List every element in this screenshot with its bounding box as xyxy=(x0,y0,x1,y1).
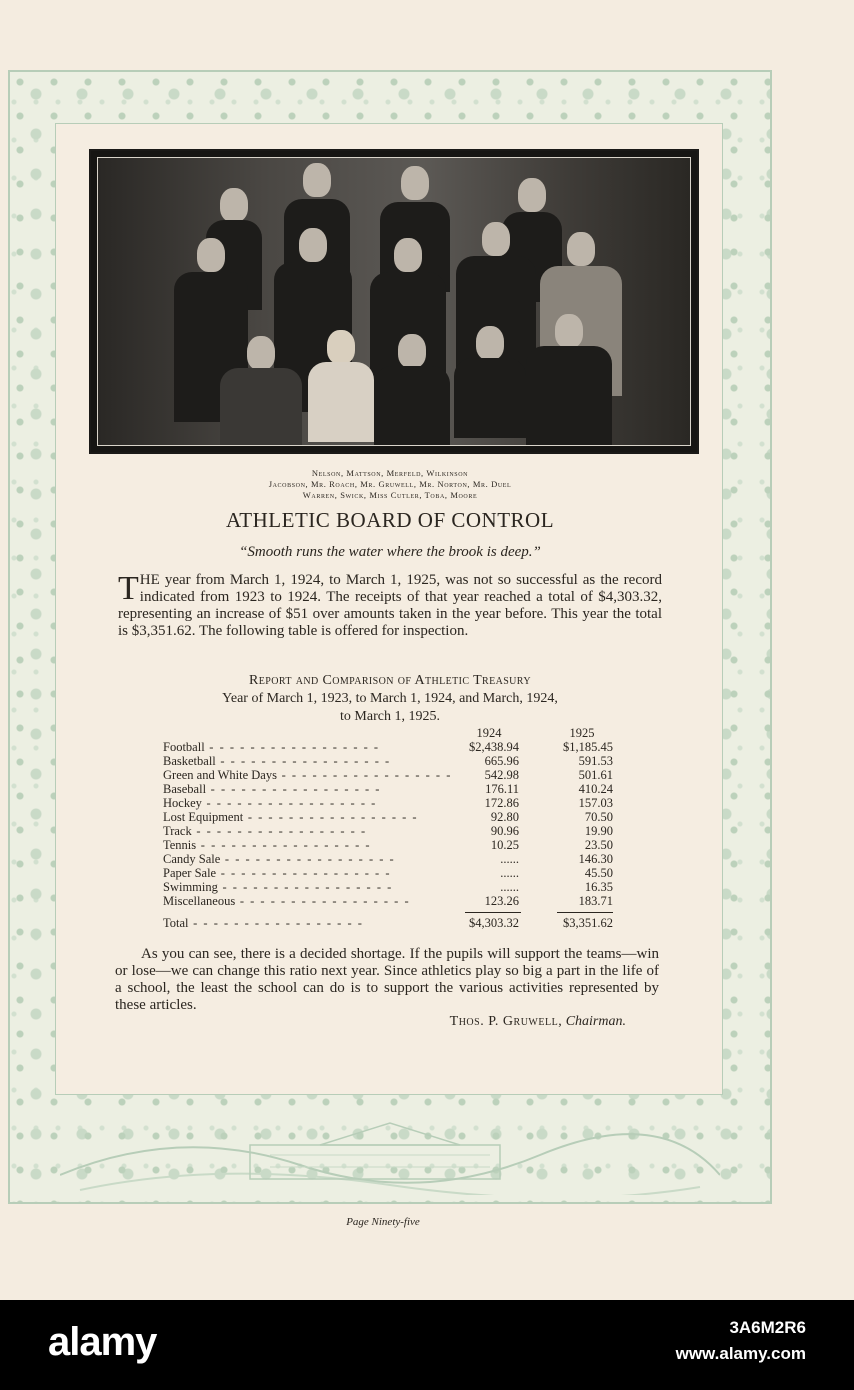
stock-logo: alamy xyxy=(48,1320,157,1364)
value-1924: 665.96 xyxy=(484,754,519,768)
row-label: Paper Sale - - xyxy=(163,866,453,880)
value-1924: 123.26 xyxy=(484,894,519,908)
value-1925: 23.50 xyxy=(584,838,613,852)
signer-title: Chairman. xyxy=(565,1014,626,1029)
stock-watermark-bar xyxy=(0,1300,854,1390)
table-row xyxy=(163,740,623,754)
value-1925: $1,185.45 xyxy=(563,740,613,754)
person-figure xyxy=(308,330,374,440)
value-1924: ...... xyxy=(500,852,519,866)
treasury-table xyxy=(163,726,623,930)
report-title-line: to March 1, 1925. xyxy=(340,709,440,724)
total-row xyxy=(163,916,623,930)
row-label: Swimming - - xyxy=(163,880,453,894)
signer-name: Thos. P. Gruwell, xyxy=(449,1014,563,1029)
row-label: Lost Equipment - - xyxy=(163,810,453,824)
stock-url: www.alamy.com xyxy=(675,1344,806,1363)
row-label: Track - - xyxy=(163,824,453,838)
table-row xyxy=(163,810,623,824)
value-1924: 172.86 xyxy=(484,796,519,810)
table-row xyxy=(163,838,623,852)
value-1924: $2,438.94 xyxy=(469,740,519,754)
stock-image-id: 3A6M2R6 xyxy=(729,1318,806,1337)
drop-cap: T xyxy=(118,570,139,607)
row-label: Green and White Days - - xyxy=(163,768,453,782)
value-1925: 19.90 xyxy=(584,824,613,838)
table-row xyxy=(163,894,623,908)
page-number: Page Ninety-five xyxy=(346,1216,420,1228)
value-1924: 92.80 xyxy=(490,810,519,824)
table-row xyxy=(163,866,623,880)
row-label: Basketball - - xyxy=(163,754,453,768)
table-row xyxy=(163,782,623,796)
value-1925: 410.24 xyxy=(578,782,613,796)
row-label: Candy Sale - - xyxy=(163,852,453,866)
photo-caption xyxy=(0,468,780,501)
school-building-illustration xyxy=(60,1105,720,1195)
value-1924: ...... xyxy=(500,866,519,880)
value-1925: 591.53 xyxy=(578,754,613,768)
motto-quote: “Smooth runs the water where the brook is deep.” xyxy=(239,544,541,560)
person-figure xyxy=(374,334,450,444)
value-1925: 157.03 xyxy=(578,796,613,810)
intro-paragraph xyxy=(118,572,662,640)
value-1924: 542.98 xyxy=(484,768,519,782)
total-1924: $4,303.32 xyxy=(469,916,519,930)
person-figure xyxy=(454,326,526,436)
caption-line: Nelson, Mattson, Merfeld, Wilkinson xyxy=(311,468,469,478)
report-title xyxy=(160,672,620,726)
report-title-line: Report and Comparison of Athletic Treasury xyxy=(249,673,531,688)
column-header-1924: 1924 xyxy=(476,726,502,740)
table-row xyxy=(163,768,623,782)
column-header-1925: 1925 xyxy=(569,726,595,740)
value-1924: 10.25 xyxy=(490,838,519,852)
value-1925: 183.71 xyxy=(578,894,613,908)
group-photo xyxy=(89,149,699,454)
table-row xyxy=(163,796,623,810)
table-row xyxy=(163,880,623,894)
row-label: Miscellaneous - - xyxy=(163,894,453,908)
page-title: ATHLETIC BOARD OF CONTROL xyxy=(225,508,555,532)
caption-line: Jacobson, Mr. Roach, Mr. Gruwell, Mr. Norton, Mr. Duel xyxy=(268,479,512,489)
group-photo-image xyxy=(97,157,691,446)
table-row xyxy=(163,824,623,838)
row-label: Tennis - - xyxy=(163,838,453,852)
table-header xyxy=(163,726,623,740)
value-1925: 16.35 xyxy=(584,880,613,894)
total-rules xyxy=(163,908,623,916)
value-1924: ...... xyxy=(500,880,519,894)
signature-line xyxy=(300,1014,626,1030)
intro-text: HE year from March 1, 1924, to March 1, 1925, was not so successful as the record indicated from 1923 to 1924. The receipts of that year reached a total of $4,303.32, representing an increase of $51 over amounts taken in the year before. This year the total is $3,351.62. The following table is offered for inspection. xyxy=(118,572,662,639)
total-1925: $3,351.62 xyxy=(563,916,613,930)
value-1925: 146.30 xyxy=(578,852,613,866)
report-title-line: Year of March 1, 1923, to March 1, 1924, and March, 1924, xyxy=(222,691,558,706)
value-1924: 176.11 xyxy=(485,782,519,796)
person-figure xyxy=(526,314,612,444)
table-row xyxy=(163,852,623,866)
total-label: Total - - xyxy=(163,916,453,930)
value-1924: 90.96 xyxy=(490,824,519,838)
person-figure xyxy=(220,336,302,446)
value-1925: 70.50 xyxy=(584,810,613,824)
table-row xyxy=(163,754,623,768)
row-label: Hockey - - xyxy=(163,796,453,810)
value-1925: 45.50 xyxy=(584,866,613,880)
row-label: Baseball - - xyxy=(163,782,453,796)
value-1925: 501.61 xyxy=(578,768,613,782)
row-label: Football - - xyxy=(163,740,453,754)
closing-paragraph: As you can see, there is a decided shortage. If the pupils will support the teams—win or lose—we can change this ratio next year. Since athletics play so big a part in the life of a school, the least the school can do is to support the various activities represented by these articles. xyxy=(115,946,659,1013)
caption-line: Warren, Swick, Miss Cutler, Toba, Moore xyxy=(302,490,478,500)
